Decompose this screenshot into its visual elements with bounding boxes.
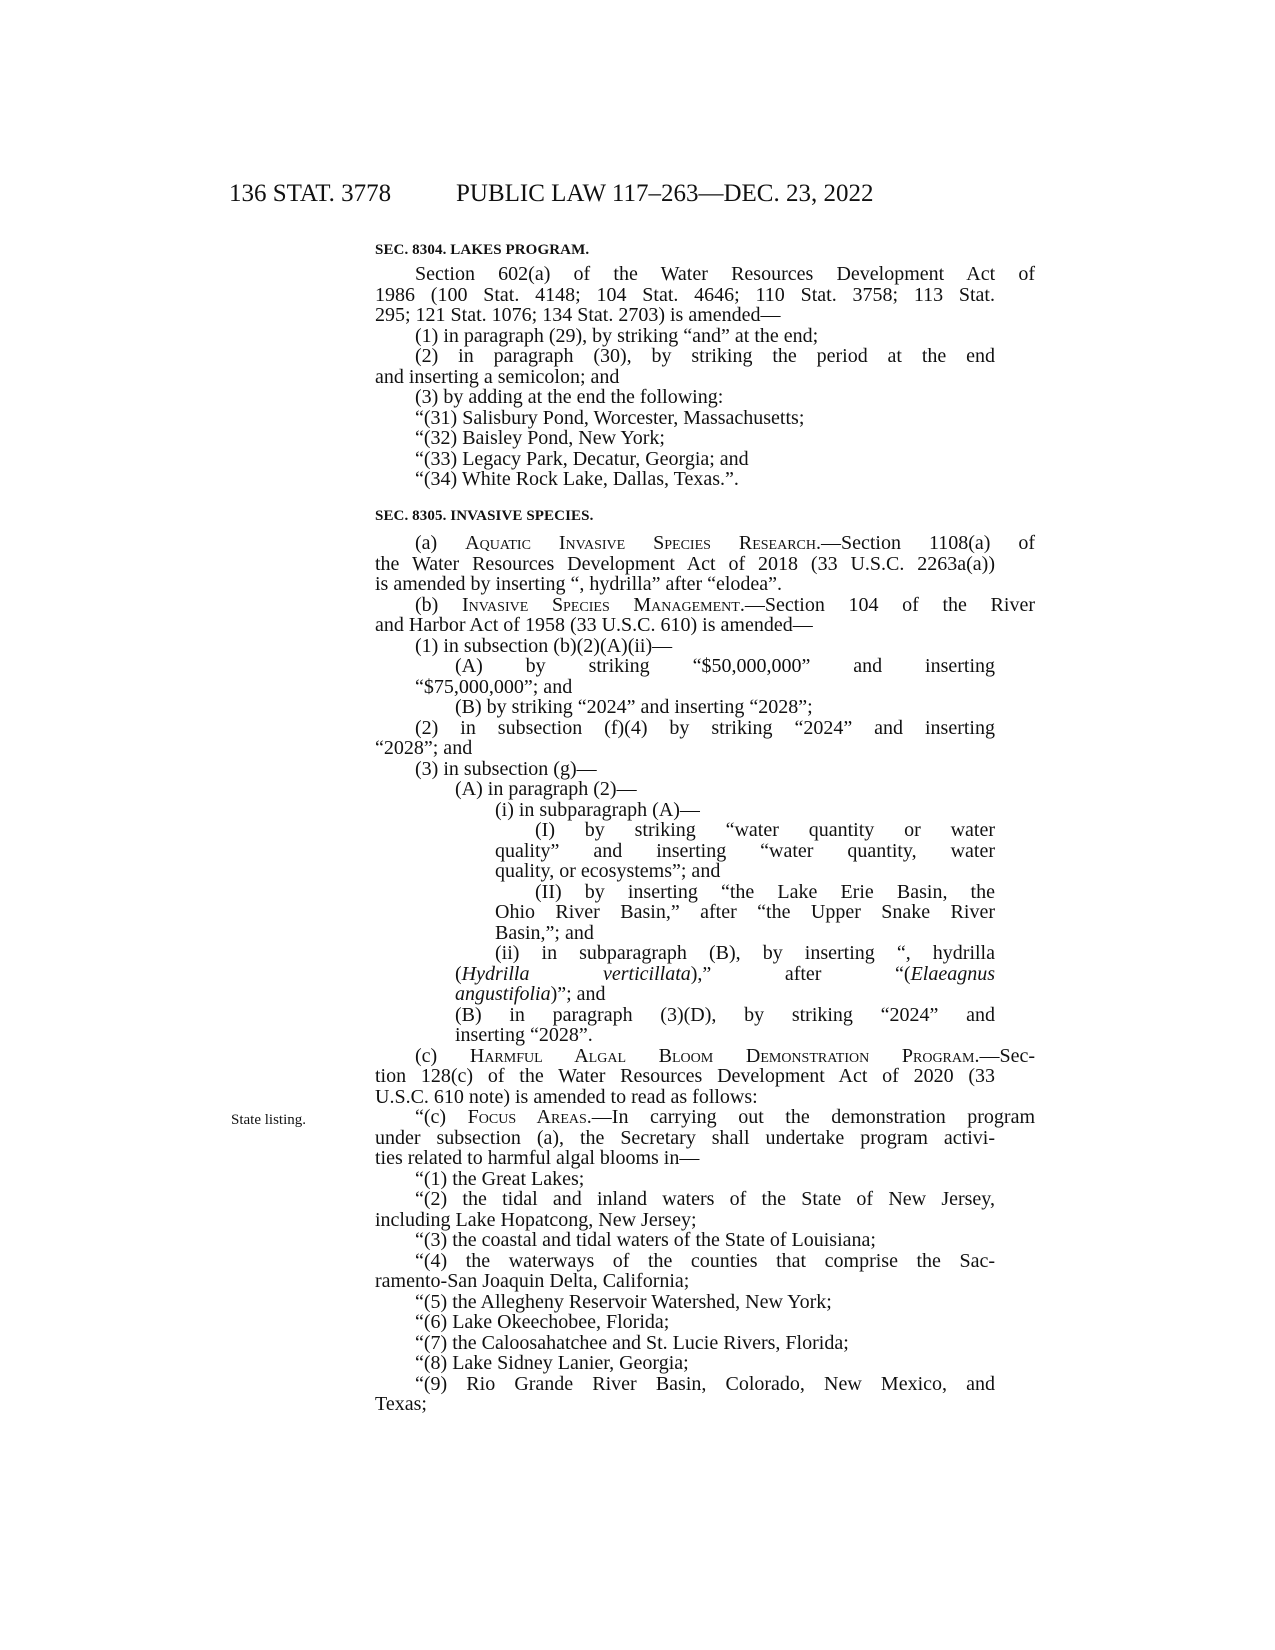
stat-reference: 136 STAT. 3778	[229, 180, 392, 207]
text-line: “$75,000,000”; and	[415, 675, 573, 698]
list-item: “(2) the tidal and inland waters of the State of New Jersey,	[415, 1188, 995, 1210]
text-line: “(33) Legacy Park, Decatur, Georgia; and	[415, 447, 749, 470]
margin-note: State listing.	[231, 1112, 306, 1128]
list-item: “(5) the Allegheny Reservoir Watershed, New York;	[415, 1290, 832, 1313]
text-line: 295; 121 Stat. 1076; 134 Stat. 2703) is amended—	[375, 304, 781, 326]
text-line: angustifolia)”; and	[455, 983, 606, 1005]
text-line: including Lake Hopatcong, New Jersey;	[375, 1208, 697, 1231]
list-item: “(7) the Caloosahatchee and St. Lucie Rivers, Florida;	[415, 1331, 849, 1354]
text-line: (3) by adding at the end the following:	[415, 386, 724, 408]
text-line: (A) by striking “$50,000,000” and inserting	[455, 655, 995, 677]
list-item: “(3) the coastal and tidal waters of the State of Louisiana;	[415, 1229, 876, 1251]
text-line: and inserting a semicolon; and	[375, 365, 620, 388]
text-line: “(31) Salisbury Pond, Worcester, Massachusetts;	[415, 406, 805, 429]
subsection-b-heading: Invasive Species Management	[461, 593, 740, 616]
text-line: (A) in paragraph (2)—	[455, 778, 637, 800]
text-line: “(34) White Rock Lake, Dallas, Texas.”.	[415, 468, 739, 490]
text-line: “(c) Focus Areas.—In carrying out the demonstration program	[415, 1106, 1036, 1128]
subsection-a-heading: Aquatic Invasive Species Research	[465, 532, 816, 554]
list-item: “(8) Lake Sidney Lanier, Georgia;	[415, 1352, 689, 1374]
text-line: (II) by inserting “the Lake Erie Basin, the	[535, 880, 995, 903]
list-item: “(6) Lake Okeechobee, Florida;	[415, 1311, 670, 1333]
text-line: quality” and inserting “water quantity, water	[495, 839, 995, 862]
text-line: “2028”; and	[375, 737, 473, 759]
text-line: Ohio River Basin,” after “the Upper Snake River	[495, 901, 995, 923]
section-8305-body	[375, 533, 1035, 1415]
text-line: 1986 (100 Stat. 4148; 104 Stat. 4646; 110 Stat. 3758; 113 Stat.	[375, 283, 995, 306]
text-line: is amended by inserting “, hydrilla” after “elodea”.	[375, 573, 783, 595]
section-8304-heading: SEC. 8304. LAKES PROGRAM.	[375, 242, 590, 258]
text-line: (1) in subsection (b)(2)(A)(ii)—	[415, 634, 673, 657]
text-line: ramento-San Joaquin Delta, California;	[375, 1270, 690, 1292]
text-line: (B) in paragraph (3)(D), by striking “2024” and	[455, 1003, 995, 1026]
subsection-c-line: (c) Harmful Algal Bloom Demonstration Program.—Sec-	[415, 1044, 1035, 1067]
list-item: “(4) the waterways of the counties that comprise the Sac-	[415, 1249, 995, 1272]
subsection-a-line: (a) Aquatic Invasive Species Research.—Section 1108(a) of	[415, 532, 1036, 554]
running-header-title: PUBLIC LAW 117–263—DEC. 23, 2022	[456, 180, 874, 207]
list-item: “(1) the Great Lakes;	[415, 1167, 585, 1190]
text-line: ties related to harmful algal blooms in—	[375, 1147, 700, 1169]
text-line: under subsection (a), the Secretary shall undertake program activi-	[375, 1126, 995, 1149]
text-line: (i) in subparagraph (A)—	[495, 798, 700, 821]
subsection-c-heading: Harmful Algal Bloom Demonstration Program	[469, 1044, 975, 1067]
text-line: (2) in subsection (f)(4) by striking “2024” and inserting	[415, 716, 995, 739]
text-line: Texas;	[375, 1393, 427, 1415]
list-item: “(9) Rio Grande River Basin, Colorado, New Mexico, and	[415, 1372, 995, 1395]
text-line: the Water Resources Development Act of 2018 (33 U.S.C. 2263a(a))	[375, 552, 995, 575]
text-line: (2) in paragraph (30), by striking the period at the end	[415, 345, 995, 367]
text-line: (3) in subsection (g)—	[415, 757, 597, 780]
text-line: tion 128(c) of the Water Resources Development Act of 2020 (33	[375, 1065, 995, 1087]
section-8305-heading: SEC. 8305. INVASIVE SPECIES.	[375, 508, 594, 524]
text-line: “(32) Baisley Pond, New York;	[415, 427, 665, 449]
text-line: (1) in paragraph (29), by striking “and” at the end;	[415, 324, 819, 347]
text-line: (ii) in subparagraph (B), by inserting “, hydrilla	[495, 942, 995, 964]
text-line: Section 602(a) of the Water Resources Development Act of	[415, 263, 1035, 285]
text-line: inserting “2028”.	[455, 1024, 593, 1046]
section-8304-body	[375, 264, 1035, 490]
text-line: and Harbor Act of 1958 (33 U.S.C. 610) is amended—	[375, 614, 813, 636]
text-line: Basin,”; and	[495, 921, 594, 944]
text-line: (Hydrilla verticillata),” after “(Elaeagnus	[455, 962, 995, 985]
text-line: (I) by striking “water quantity or water	[535, 819, 995, 841]
text-line: (B) by striking “2024” and inserting “2028”;	[455, 696, 813, 718]
text-line: U.S.C. 610 note) is amended to read as follows:	[375, 1085, 758, 1108]
text-line: quality, or ecosystems”; and	[495, 860, 721, 882]
subsection-b-line: (b) Invasive Species Management.—Section 104 of the River	[415, 593, 1035, 616]
